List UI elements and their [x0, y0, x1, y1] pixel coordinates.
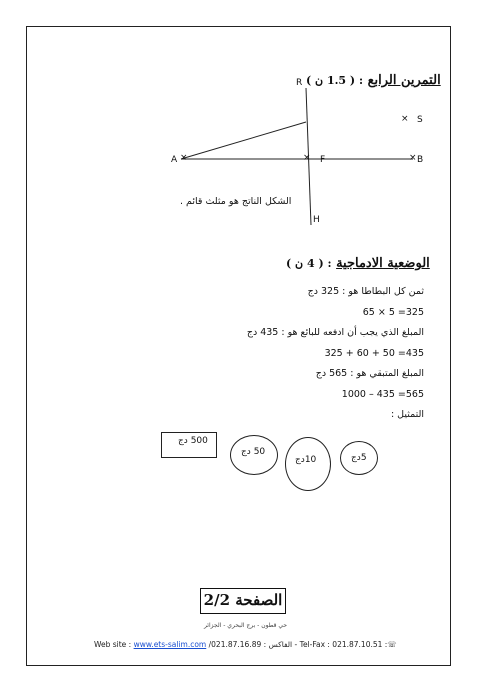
exercise4-score: : ( 1.5 ن ) — [306, 74, 364, 87]
solution-line-1: ثمن كل البطاطا هو : 325 دج — [307, 286, 424, 297]
footer-address: حي قطون - برج البحري - الجزائر — [204, 622, 288, 629]
banknote-500 — [161, 432, 217, 458]
integration-score: : ( 4 ن ) — [286, 257, 332, 270]
solution-line-2: 65 × 5 =325 — [362, 307, 424, 318]
point-label-h: H — [313, 215, 320, 225]
point-label-f: F — [320, 155, 326, 165]
solution-line-3: المبلغ الذي يجب أن ادفعه للبائع هو : 435 دج — [246, 327, 424, 338]
coin-10-label: 10دج — [295, 455, 317, 465]
integration-heading — [286, 256, 430, 271]
banknote-500-label: 500 دج — [178, 436, 208, 446]
website-link[interactable]: www.ets-salim.com — [133, 640, 207, 649]
coin-50-label: 50 دج — [241, 447, 266, 457]
page-number-box — [200, 588, 286, 614]
point-a-marker: × — [180, 153, 188, 163]
footer-contact — [94, 640, 397, 649]
integration-title: الوضعية الادماجية — [336, 256, 430, 271]
point-s-marker: × — [401, 114, 409, 124]
point-label-s: S — [417, 115, 423, 125]
point-label-b: B — [417, 155, 424, 165]
footer-phone: /021.87.16.89 : الفاكس - Tel-Fax : 021.87.10.51 :☏ — [206, 640, 397, 649]
footer-website-label: Web site : — [94, 640, 132, 649]
solution-line-6: 1000 – 435 =565 — [341, 389, 424, 400]
point-label-a: A — [171, 155, 178, 165]
point-f-marker: × — [303, 153, 311, 163]
exercise4-conclusion: الشكل الناتج هو مثلث قائم . — [180, 196, 292, 207]
exercise4-title: التمرين الرابع — [367, 73, 441, 88]
point-b-marker: × — [409, 153, 417, 163]
coin-50 — [230, 435, 278, 475]
segment-a-top — [181, 122, 306, 159]
coin-5-label: 5دج — [351, 453, 367, 463]
solution-line-7: التمثيل : — [390, 409, 424, 420]
coin-10 — [285, 437, 331, 491]
solution-line-5: المبلغ المتبقي هو : 565 دج — [315, 368, 424, 379]
page-number-label: الصفحة 2/2 — [203, 591, 283, 609]
solution-line-4: 325 + 60 + 50 =435 — [324, 348, 424, 359]
point-label-r: R — [296, 78, 303, 88]
coin-5 — [340, 441, 378, 475]
